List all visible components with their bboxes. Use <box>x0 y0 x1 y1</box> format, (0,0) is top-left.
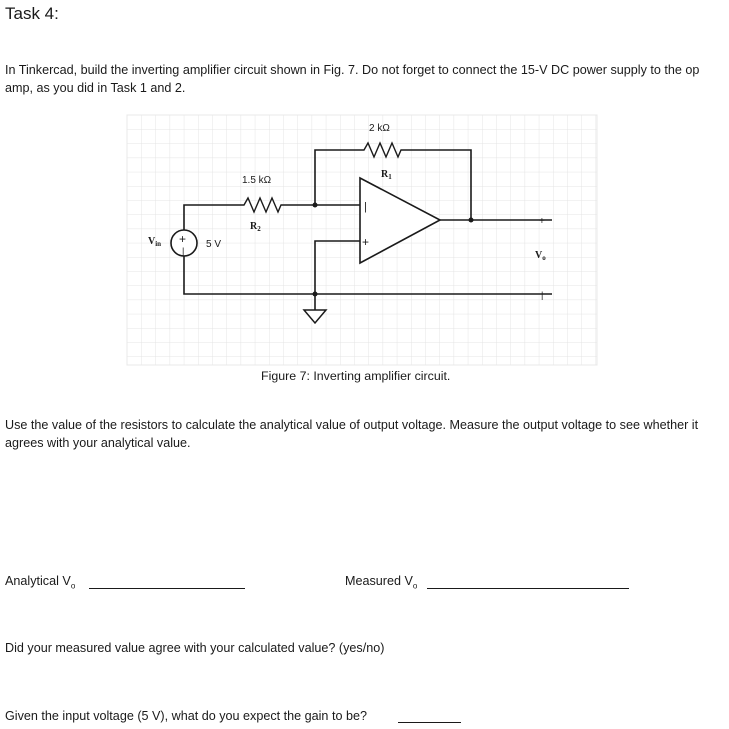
analytical-vo-answer-line[interactable] <box>89 588 245 589</box>
opamp-noninverting-label: + <box>362 235 370 249</box>
r1-value-label: 2 kΩ <box>369 123 390 134</box>
measured-vo-label: Measured $V_o$ <box>345 574 418 591</box>
junction-dot <box>313 203 318 208</box>
source-plus-sign: + <box>179 232 187 246</box>
figure-caption: Figure 7: Inverting amplifier circuit. <box>261 369 451 383</box>
junction-dot <box>313 292 318 297</box>
vo-label: $V_o$ <box>535 250 546 262</box>
opamp-inverting-label: | <box>364 201 367 213</box>
analytical-vo-label: Analytical $V_o$ <box>5 574 76 591</box>
output-minus-sign: | <box>541 290 544 300</box>
agree-question: Did your measured value agree with your calculated value? (yes/no) <box>5 641 385 655</box>
source-value-label: 5 V <box>206 239 222 250</box>
gain-question: Given the input voltage (5 V), what do you expect the gain to be? <box>5 709 367 723</box>
gain-answer-line[interactable] <box>398 722 461 723</box>
vin-label: $V_{in}$ <box>148 236 162 248</box>
junction-dot <box>469 218 474 223</box>
source-minus-sign: | <box>182 246 185 256</box>
measured-vo-answer-line[interactable] <box>427 588 629 589</box>
instructions-paragraph: Use the value of the resistors to calculate the analytical value of output voltage. Measure the output voltage to see whether it agrees with your analytical value. <box>5 418 699 450</box>
output-plus-sign: + <box>539 216 545 227</box>
r2-value-label: 1.5 kΩ <box>242 175 272 186</box>
r2-label: $R_2$ <box>250 221 261 233</box>
intro-paragraph: In Tinkercad, build the inverting amplifier circuit shown in Fig. 7. Do not forget to connect the 15-V DC power supply to the op amp, as you did in Task 1 and 2. <box>5 63 700 95</box>
r1-label: $R_1$ <box>381 169 392 181</box>
task-title: Task 4: <box>5 4 59 23</box>
